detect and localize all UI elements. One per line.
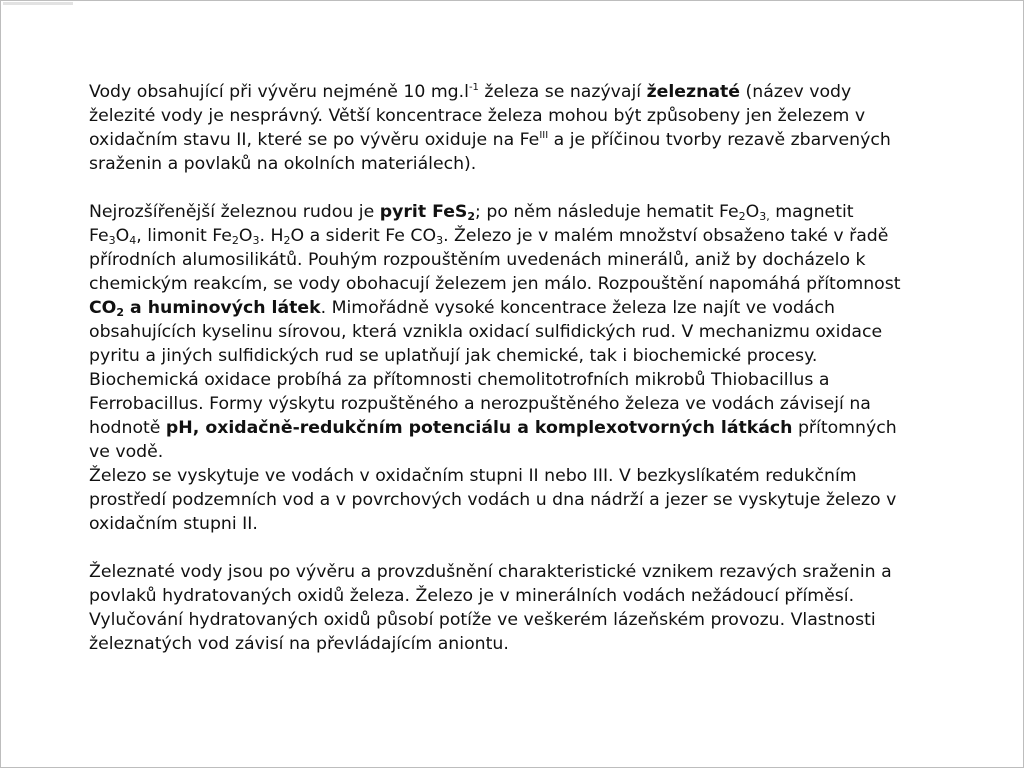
bold-run: a huminových látek: [124, 298, 321, 318]
text-run: (název vody železité vody je nesprávný. Větší koncentrace železa mohou být způsobeny jen železem v oxidačním stavu II, které se po vývěru oxiduje na Fe: [89, 82, 866, 150]
text-run: . Mimořádně vysoké koncentrace železa lze najít ve vodách obsahujících kyselinu sírovou, která vznikla oxidací sulfidických rud. V mechanizmu oxidace pyritu a jiných sulfidických rud se uplatňují jak chemické, tak i biochemické procesy. Biochemická oxidace probíhá za přítomnosti chemolitotrofních mikrobů Thiobacillus a Ferrobacillus. Formy výskytu rozpuštěného a nerozpuštěného železa ve vodách závisejí na hodnotě: [89, 298, 883, 438]
text-run: O: [115, 226, 130, 246]
text-run: O: [745, 202, 760, 222]
text-run: přítomných ve vodě.: [89, 418, 897, 462]
bold-term: [89, 298, 321, 318]
subscript: 4: [129, 234, 137, 247]
bold-run: CO: [89, 298, 117, 318]
subscript: 2: [231, 234, 239, 247]
text-run: O: [238, 226, 253, 246]
bold-term: pH, oxidačně-redukčním potenciálu a komplexotvorných látkách: [165, 418, 793, 438]
text-run: magnetit Fe: [89, 202, 854, 246]
text-run: Vody obsahující při vývěru nejméně 10 mg.l: [89, 82, 469, 102]
paragraph-gap: [89, 536, 901, 560]
slide-content: [89, 80, 901, 656]
bold-run: pyrit FeS: [379, 202, 468, 222]
corner-mark: [3, 2, 73, 5]
subscript: 2: [116, 306, 125, 319]
bold-term: [380, 202, 475, 222]
text-run: železa se nazývají: [478, 82, 647, 102]
text-run: . H: [259, 226, 284, 246]
text-run: a je příčinou tvorby rezavě zbarvených sraženin a povlaků na okolních materiálech).: [89, 130, 891, 174]
text-run: ; po něm následuje hematit Fe: [475, 202, 739, 222]
paragraph-1: [89, 80, 901, 176]
paragraph-2: [89, 200, 901, 464]
paragraph-4: Železnaté vody jsou po vývěru a provzdušnění charakteristické vznikem rezavých sraženin a povlaků hydratovaných oxidů železa. Železo je v minerálních vodách nežádoucí příměsí. Vylučování hydratovaných oxidů působí potíže ve veškerém lázeňském provozu. Vlastnosti železnatých vod závisí na převládajícím aniontu.: [89, 562, 892, 654]
subscript: 3,: [759, 210, 770, 223]
superscript: -1: [468, 82, 479, 93]
text-run: , limonit Fe: [136, 226, 232, 246]
subscript: 2: [467, 210, 476, 223]
subscript: 3: [252, 234, 260, 247]
paragraph-gap: [89, 176, 901, 200]
text-run: . Železo je v malém množství obsaženo také v řadě přírodních alumosilikátů. Pouhým rozpouštěním uvedenách minerálů, aniž by docházelo k chemickým reakcím, se vody obohacují železem jen málo. Rozpouštění napomáhá přítomnost: [89, 226, 901, 294]
subscript: 3: [436, 234, 444, 247]
subscript: 3: [108, 234, 116, 247]
text-run: O a siderit Fe CO: [290, 226, 437, 246]
superscript: III: [539, 130, 549, 141]
subscript: 2: [283, 234, 291, 247]
subscript: 2: [738, 210, 746, 223]
bold-term: železnaté: [646, 82, 741, 102]
paragraph-3: Železo se vyskytuje ve vodách v oxidačním stupni II nebo III. V bezkyslíkatém redukčním prostředí podzemních vod a v povrchových vodách u dna nádrží a jezer se vyskytuje železo v oxidačním stupni II.: [89, 466, 897, 534]
text-run: Nejrozšířenější železnou rudou je: [89, 202, 380, 222]
